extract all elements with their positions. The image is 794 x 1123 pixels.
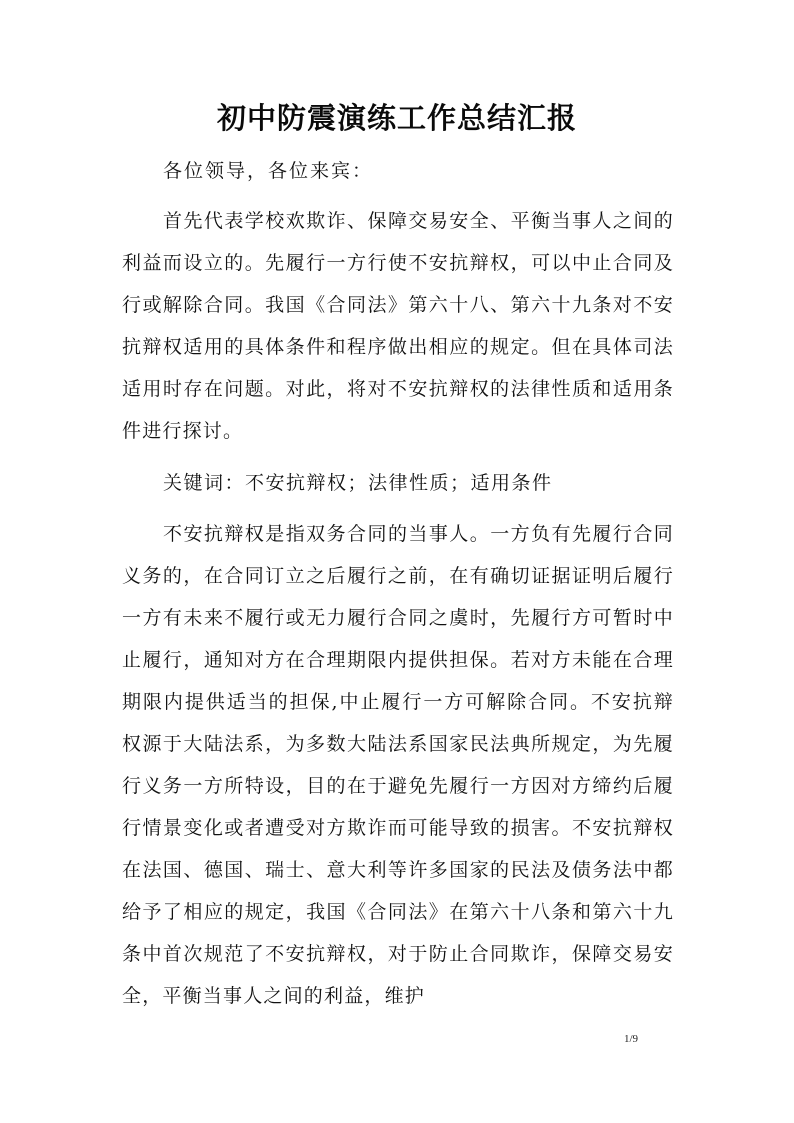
document-title: 初中防震演练工作总结汇报 bbox=[216, 101, 577, 135]
greeting-line: 各位领导，各位来宾： bbox=[163, 160, 374, 182]
paragraph-intro: 首先代表学校欢欺诈、保障交易安全、平衡当事人之间的利益而设立的。先履行一方行使不安抗辩权，可以中止合同及行或解除合同。我国《合同法》第六十八、第六十九条对不安抗辩权适用的具体条件和程序做出相应的规定。但在具体司法适用时存在问题。对此，将对不安抗辩权的法律性质和适用条件进行探讨。 bbox=[122, 210, 674, 442]
paragraph-definition: 不安抗辩权是指双务合同的当事人。一方负有先履行合同义务的，在合同订立之后履行之前，在有确切证据证明后履行一方有未来不履行或无力履行合同之虞时，先履行方可暂时中止履行，通知对方在合理期限内提供担保。若对方未能在合理期限内提供适当的担保,中止履行一方可解除合同。不安抗辩权源于大陆法系，为多数大陆法系国家民法典所规定，为先履行义务一方所特设，目的在于避免先履行一方因对方缔约后履行情景变化或者遭受对方欺诈而可能导致的损害。不安抗辩权在法国、德国、瑞士、意大利等许多国家的民法及债务法中都给予了相应的规定，我国《合同法》在第六十八条和第六十九条中首次规范了不安抗辩权，对于防止合同欺诈，保障交易安全，平衡当事人之间的利益，维护 bbox=[122, 523, 674, 1007]
page-number: 1/9 bbox=[624, 1033, 639, 1045]
keywords-line: 关键词：不安抗辩权；法律性质；适用条件 bbox=[163, 472, 553, 494]
